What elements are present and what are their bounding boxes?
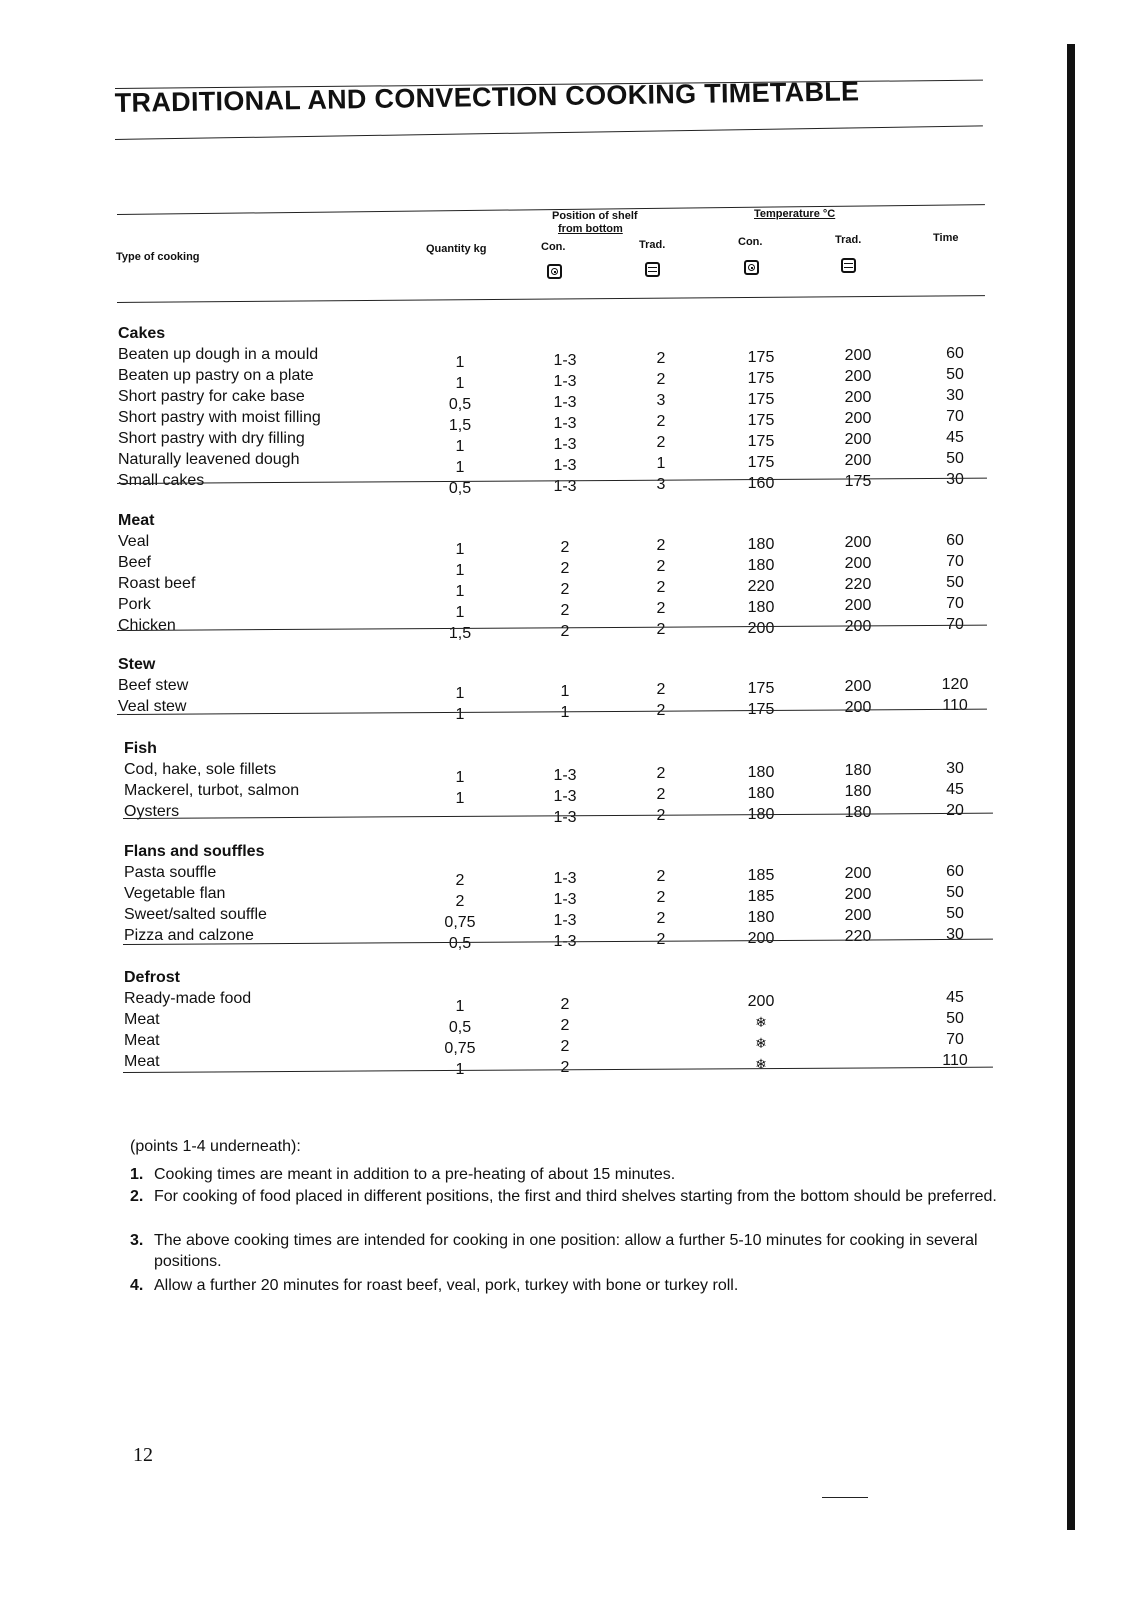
cell-ttrad: 175 xyxy=(844,473,872,490)
cell-time: 50 xyxy=(946,905,964,922)
cell-con: 2 xyxy=(560,1038,570,1055)
food-name: Chicken xyxy=(118,617,176,634)
cell-trad: 2 xyxy=(656,413,666,430)
cell-time: 110 xyxy=(942,697,968,714)
food-name: Meat xyxy=(124,1011,160,1028)
cell-trad: 2 xyxy=(656,702,666,719)
cell-time: 110 xyxy=(942,1052,968,1069)
cell-time: 20 xyxy=(946,802,964,819)
cell-trad: 3 xyxy=(656,392,666,409)
cell-qty: 1,5 xyxy=(448,625,472,642)
food-name: Small cakes xyxy=(118,472,205,489)
header-temp-con: Con. xyxy=(738,236,763,248)
table-row xyxy=(0,429,1131,455)
food-name: Roast beef xyxy=(118,575,196,592)
cell-tcon: 180 xyxy=(747,536,775,553)
cell-qty: 0,5 xyxy=(448,935,472,952)
cell-ttrad: 200 xyxy=(844,886,872,903)
cell-time: 50 xyxy=(946,366,964,383)
cell-con: 2 xyxy=(560,581,570,598)
note-number: 3. xyxy=(130,1232,144,1249)
cell-con: 1-3 xyxy=(553,478,577,495)
note-text: For cooking of food placed in different positions, the first and third shelves starting from the bottom should be preferred. xyxy=(154,1188,997,1205)
cell-tcon: 175 xyxy=(747,391,775,408)
cell-con: 1-3 xyxy=(553,891,577,908)
section-title: Defrost xyxy=(124,969,181,986)
cell-con: 2 xyxy=(560,623,570,640)
cell-qty: 1,5 xyxy=(448,417,472,434)
food-name: Beef stew xyxy=(118,677,189,694)
food-name: Beaten up pastry on a plate xyxy=(118,367,314,384)
section-title: Flans and souffles xyxy=(124,843,265,860)
food-name: Vegetable flan xyxy=(124,885,226,902)
cell-con: 1-3 xyxy=(553,394,577,411)
cell-time: 60 xyxy=(946,863,964,880)
cell-time: 70 xyxy=(946,1031,964,1048)
cell-qty: 1 xyxy=(455,375,465,392)
cell-qty: 1 xyxy=(455,562,465,579)
cell-tcon: ❄ xyxy=(755,1056,767,1072)
cell-qty: 1 xyxy=(455,790,465,807)
note-number: 4. xyxy=(130,1277,144,1294)
note-text: The above cooking times are intended for cooking in one position: allow a further 5-10 minutes for cooking in several positions. xyxy=(154,1232,978,1270)
cell-tcon: ❄ xyxy=(755,1014,767,1030)
cell-qty: 1 xyxy=(455,604,465,621)
note-number: 1. xyxy=(130,1166,144,1183)
cell-qty: 1 xyxy=(455,998,465,1015)
cell-ttrad: 200 xyxy=(844,865,872,882)
cell-time: 45 xyxy=(946,429,964,446)
cell-trad: 2 xyxy=(656,434,666,451)
cell-con: 2 xyxy=(560,602,570,619)
cell-con: 1-3 xyxy=(553,767,577,784)
header-type-of-cooking: Type of cooking xyxy=(116,251,200,263)
food-name: Sweet/salted souffle xyxy=(124,906,267,923)
fan-oven-icon xyxy=(744,260,759,275)
cell-trad: 2 xyxy=(656,350,666,367)
cell-con: 1-3 xyxy=(553,912,577,929)
cell-trad: 2 xyxy=(656,621,666,638)
cell-tcon: 200 xyxy=(747,993,775,1010)
cell-tcon: 180 xyxy=(747,785,775,802)
cell-time: 30 xyxy=(946,760,964,777)
cell-tcon: 175 xyxy=(747,680,775,697)
cell-time: 30 xyxy=(946,387,964,404)
note-text: Cooking times are meant in addition to a pre-heating of about 15 minutes. xyxy=(154,1166,676,1183)
cell-qty: 1 xyxy=(455,706,465,723)
section-title: Fish xyxy=(124,740,157,757)
cell-time: 120 xyxy=(941,676,969,693)
food-name: Beaten up dough in a mould xyxy=(118,346,319,363)
cell-qty: 0,5 xyxy=(448,480,472,497)
cell-trad: 2 xyxy=(656,537,666,554)
table-row xyxy=(0,1010,1131,1036)
food-name: Veal xyxy=(118,533,150,550)
cell-con: 2 xyxy=(560,1059,570,1076)
cell-ttrad: 200 xyxy=(844,907,872,924)
page-number: 12 xyxy=(133,1444,153,1466)
cell-qty: 1 xyxy=(455,583,465,600)
cell-con: 2 xyxy=(560,539,570,556)
cell-tcon: 175 xyxy=(747,433,775,450)
cell-tcon: 185 xyxy=(747,867,775,884)
cell-qty: 0,75 xyxy=(444,1040,476,1057)
section-title: Cakes xyxy=(118,325,166,342)
cell-ttrad: 200 xyxy=(844,597,872,614)
cell-ttrad: 200 xyxy=(844,699,872,716)
page-title: TRADITIONAL AND CONVECTION COOKING TIMETABLE xyxy=(114,76,860,119)
table-row xyxy=(0,781,1131,807)
cell-time: 45 xyxy=(946,989,964,1006)
cell-con: 1-3 xyxy=(553,809,577,826)
cell-trad: 2 xyxy=(656,786,666,803)
cell-con: 1-3 xyxy=(553,457,577,474)
cell-tcon: 175 xyxy=(747,349,775,366)
cell-trad: 2 xyxy=(656,681,666,698)
traditional-oven-icon xyxy=(645,262,660,277)
cell-ttrad: 200 xyxy=(844,452,872,469)
cell-time: 30 xyxy=(946,471,964,488)
margin-bar xyxy=(1067,44,1075,1530)
cell-qty: 1 xyxy=(455,1061,465,1078)
cell-trad: 2 xyxy=(656,910,666,927)
table-row xyxy=(0,905,1131,931)
cell-time: 70 xyxy=(946,553,964,570)
table-row xyxy=(0,574,1131,600)
fan-oven-icon xyxy=(547,264,562,279)
cell-con: 1 xyxy=(560,704,570,721)
food-name: Oysters xyxy=(124,803,180,820)
table-row xyxy=(0,863,1131,889)
table-row xyxy=(0,1031,1131,1057)
table-row xyxy=(0,366,1131,392)
cell-time: 70 xyxy=(946,595,964,612)
cell-tcon: ❄ xyxy=(755,1035,767,1051)
cell-ttrad: 200 xyxy=(844,555,872,572)
food-name: Meat xyxy=(124,1053,160,1070)
cell-trad: 2 xyxy=(656,765,666,782)
cell-ttrad: 180 xyxy=(844,804,872,821)
cell-qty: 2 xyxy=(455,872,465,889)
cell-ttrad: 200 xyxy=(844,618,872,635)
cell-ttrad: 200 xyxy=(844,368,872,385)
table-row xyxy=(0,387,1131,413)
cell-con: 2 xyxy=(560,560,570,577)
title-bottom-rule xyxy=(115,125,983,140)
section-title: Meat xyxy=(118,512,155,529)
cell-con: 2 xyxy=(560,996,570,1013)
table-row xyxy=(0,532,1131,558)
cell-ttrad: 200 xyxy=(844,431,872,448)
food-name: Mackerel, turbot, salmon xyxy=(124,782,300,799)
cell-ttrad: 200 xyxy=(844,534,872,551)
cell-time: 50 xyxy=(946,1010,964,1027)
cell-con: 1-3 xyxy=(553,436,577,453)
cell-tcon: 175 xyxy=(747,412,775,429)
cell-ttrad: 200 xyxy=(844,678,872,695)
cell-qty: 1 xyxy=(455,354,465,371)
cell-tcon: 175 xyxy=(747,370,775,387)
header-temp-trad: Trad. xyxy=(835,234,862,246)
cell-con: 1-3 xyxy=(553,352,577,369)
cell-trad: 2 xyxy=(656,371,666,388)
food-name: Short pastry with dry filling xyxy=(118,430,305,447)
cell-con: 1-3 xyxy=(553,373,577,390)
section-title: Stew xyxy=(118,656,156,673)
cell-ttrad: 220 xyxy=(844,576,872,593)
cell-tcon: 160 xyxy=(747,475,775,492)
cell-ttrad: 180 xyxy=(844,783,872,800)
note-text: Allow a further 20 minutes for roast beef, veal, pork, turkey with bone or turkey roll. xyxy=(154,1277,739,1294)
cell-tcon: 180 xyxy=(747,909,775,926)
cell-con: 1-3 xyxy=(553,415,577,432)
cell-qty: 1 xyxy=(455,685,465,702)
header-shelf-trad: Trad. xyxy=(639,239,666,251)
cell-ttrad: 200 xyxy=(844,347,872,364)
cell-time: 30 xyxy=(946,926,964,943)
cell-ttrad: 220 xyxy=(844,928,872,945)
cell-tcon: 200 xyxy=(747,930,775,947)
cell-time: 60 xyxy=(946,345,964,362)
cell-qty: 1 xyxy=(455,459,465,476)
table-row xyxy=(0,760,1131,786)
food-name: Pork xyxy=(118,596,151,613)
cell-trad: 2 xyxy=(656,868,666,885)
table-row xyxy=(0,408,1131,434)
cell-tcon: 180 xyxy=(747,599,775,616)
table-row xyxy=(0,926,1131,952)
cell-qty: 1 xyxy=(455,769,465,786)
cell-ttrad: 200 xyxy=(844,389,872,406)
cell-time: 50 xyxy=(946,574,964,591)
food-name: Meat xyxy=(124,1032,160,1049)
table-row xyxy=(0,450,1131,476)
cell-trad: 2 xyxy=(656,807,666,824)
cell-qty: 0,5 xyxy=(448,396,472,413)
cell-time: 70 xyxy=(946,408,964,425)
cell-qty: 2 xyxy=(455,893,465,910)
header-shelf-line1: Position of shelf xyxy=(552,210,638,222)
table-row xyxy=(0,345,1131,371)
cell-trad: 2 xyxy=(656,931,666,948)
cell-tcon: 175 xyxy=(747,701,775,718)
food-name: Cod, hake, sole fillets xyxy=(124,761,277,778)
cell-tcon: 220 xyxy=(747,578,775,595)
cell-trad: 2 xyxy=(656,889,666,906)
cell-con: 2 xyxy=(560,1017,570,1034)
footer-dash xyxy=(822,1497,868,1498)
cell-ttrad: 180 xyxy=(844,762,872,779)
cell-ttrad: 200 xyxy=(844,410,872,427)
cell-con: 1 xyxy=(560,683,570,700)
cell-qty: 1 xyxy=(455,438,465,455)
table-row xyxy=(0,989,1131,1015)
cell-qty: 0,5 xyxy=(448,1019,472,1036)
food-name: Pasta souffle xyxy=(124,864,217,881)
cell-trad: 2 xyxy=(656,558,666,575)
cell-tcon: 180 xyxy=(747,764,775,781)
cell-tcon: 180 xyxy=(747,557,775,574)
food-name: Short pastry for cake base xyxy=(118,388,305,405)
food-name: Beef xyxy=(118,554,151,571)
cell-con: 1-3 xyxy=(553,933,577,950)
table-row xyxy=(0,553,1131,579)
cell-time: 70 xyxy=(946,616,964,633)
cell-time: 50 xyxy=(946,450,964,467)
header-shelf-con: Con. xyxy=(541,241,566,253)
header-shelf-line2: from bottom xyxy=(558,223,623,235)
cell-trad: 2 xyxy=(656,600,666,617)
header-bottom-rule xyxy=(117,295,985,303)
header-top-rule xyxy=(117,204,985,215)
cell-qty: 0,75 xyxy=(444,914,476,931)
table-row xyxy=(0,595,1131,621)
cell-con: 1-3 xyxy=(553,788,577,805)
cell-tcon: 200 xyxy=(747,620,775,637)
food-name: Ready-made food xyxy=(124,990,252,1007)
food-name: Pizza and calzone xyxy=(124,927,254,944)
cell-qty: 1 xyxy=(455,541,465,558)
food-name: Naturally leavened dough xyxy=(118,451,300,468)
cell-time: 50 xyxy=(946,884,964,901)
header-temperature: Temperature °C xyxy=(754,208,836,220)
cell-trad: 3 xyxy=(656,476,666,493)
header-time: Time xyxy=(933,232,959,244)
traditional-oven-icon xyxy=(841,258,856,273)
cell-time: 60 xyxy=(946,532,964,549)
food-name: Veal stew xyxy=(118,698,187,715)
cell-time: 45 xyxy=(946,781,964,798)
cell-trad: 1 xyxy=(656,455,666,472)
cell-tcon: 185 xyxy=(747,888,775,905)
cell-trad: 2 xyxy=(656,579,666,596)
table-row xyxy=(0,884,1131,910)
cell-tcon: 175 xyxy=(747,454,775,471)
cell-con: 1-3 xyxy=(553,870,577,887)
table-row xyxy=(0,676,1131,702)
header-quantity: Quantity kg xyxy=(426,243,487,255)
food-name: Short pastry with moist filling xyxy=(118,409,321,426)
note-number: 2. xyxy=(130,1188,144,1205)
notes-intro: (points 1-4 underneath): xyxy=(130,1138,301,1155)
cell-tcon: 180 xyxy=(747,806,775,823)
